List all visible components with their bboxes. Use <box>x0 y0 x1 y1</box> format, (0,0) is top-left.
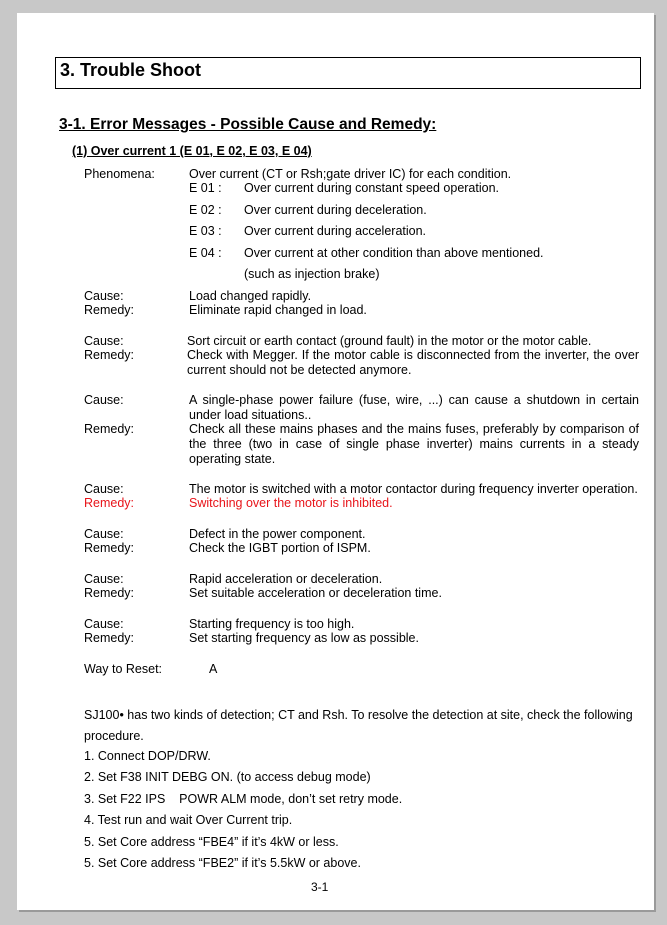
subsection-title: 3-1. Error Messages - Possible Cause and Remedy: <box>59 116 437 133</box>
page-number: 3-1 <box>311 880 329 894</box>
section-title: 3. Trouble Shoot <box>60 60 202 80</box>
cause-text: Sort circuit or earth contact (ground fault) in the motor or the motor cable. <box>187 334 592 348</box>
phenomena-intro: Over current (CT or Rsh;gate driver IC) for each condition. <box>189 167 512 181</box>
procedure-step: 5. Set Core address “FBE4” if it’s 4kW or less. <box>84 835 339 849</box>
error-description: Over current at other condition than above mentioned. <box>244 246 544 260</box>
cause-label: Cause: <box>84 393 124 407</box>
remedy-text-highlighted: Switching over the motor is inhibited. <box>189 496 393 510</box>
phenomena-note: (such as injection brake) <box>244 267 380 281</box>
cause-label: Cause: <box>84 482 124 496</box>
error-code: E 02 : <box>189 203 222 217</box>
remedy-label: Remedy: <box>84 422 135 436</box>
cause-text: Defect in the power component. <box>189 527 366 541</box>
remedy-text: Check the IGBT portion of ISPM. <box>189 541 371 555</box>
cause-label: Cause: <box>84 289 124 303</box>
cause-label: Cause: <box>84 617 124 631</box>
remedy-text: Check with Megger. If the motor cable is disconnected from the inverter, the over current should not be detected anymore. <box>187 348 639 377</box>
procedure-step: 3. Set F22 IPS POWR ALM mode, don’t set retry mode. <box>84 792 403 806</box>
document-page <box>17 13 654 910</box>
error-description: Over current during constant speed operation. <box>244 181 500 195</box>
error-description: Over current during deceleration. <box>244 203 427 217</box>
reset-label: Way to Reset: <box>84 662 163 676</box>
procedure-step: 2. Set F38 INIT DEBG ON. (to access debug mode) <box>84 770 371 784</box>
remedy-text: Set suitable acceleration or deceleration time. <box>189 586 442 600</box>
item-title: (1) Over current 1 (E 01, E 02, E 03, E 04) <box>72 144 312 158</box>
cause-label: Cause: <box>84 334 124 348</box>
remedy-label: Remedy: <box>84 303 135 317</box>
cause-text: Load changed rapidly. <box>189 289 312 303</box>
cause-text: Starting frequency is too high. <box>189 617 355 631</box>
remedy-label: Remedy: <box>84 541 135 555</box>
remedy-label: Remedy: <box>84 586 135 600</box>
remedy-label: Remedy: <box>84 631 135 645</box>
remedy-text: Eliminate rapid changed in load. <box>189 303 367 317</box>
remedy-text: Set starting frequency as low as possible. <box>189 631 419 645</box>
error-description: Over current during acceleration. <box>244 224 427 238</box>
remedy-label: Remedy: <box>84 348 135 362</box>
error-code: E 04 : <box>189 246 222 260</box>
reset-value: A <box>209 662 218 676</box>
procedure-step: 4. Test run and wait Over Current trip. <box>84 813 293 827</box>
cause-text: Rapid acceleration or deceleration. <box>189 572 383 586</box>
phenomena-label: Phenomena: <box>84 167 155 181</box>
section-title-box <box>55 57 641 89</box>
error-code: E 03 : <box>189 224 222 238</box>
cause-text: A single-phase power failure (fuse, wire, ...) can cause a shutdown in certain under load situations.. <box>189 393 639 422</box>
remedy-text: Check all these mains phases and the mains fuses, preferably by comparison of the three (two in case of single phase inverter) mains currents in a steady operating state. <box>189 422 639 466</box>
procedure-intro: SJ100• has two kinds of detection; CT and Rsh. To resolve the detection at site, check the following procedure. <box>84 708 633 743</box>
cause-text: The motor is switched with a motor contactor during frequency inverter operation. <box>189 482 638 496</box>
procedure-step: 5. Set Core address “FBE2” if it’s 5.5kW or above. <box>84 856 361 870</box>
error-code: E 01 : <box>189 181 222 195</box>
procedure-step: 1. Connect DOP/DRW. <box>84 749 211 763</box>
remedy-label: Remedy: <box>84 496 135 510</box>
cause-label: Cause: <box>84 527 124 541</box>
cause-label: Cause: <box>84 572 124 586</box>
